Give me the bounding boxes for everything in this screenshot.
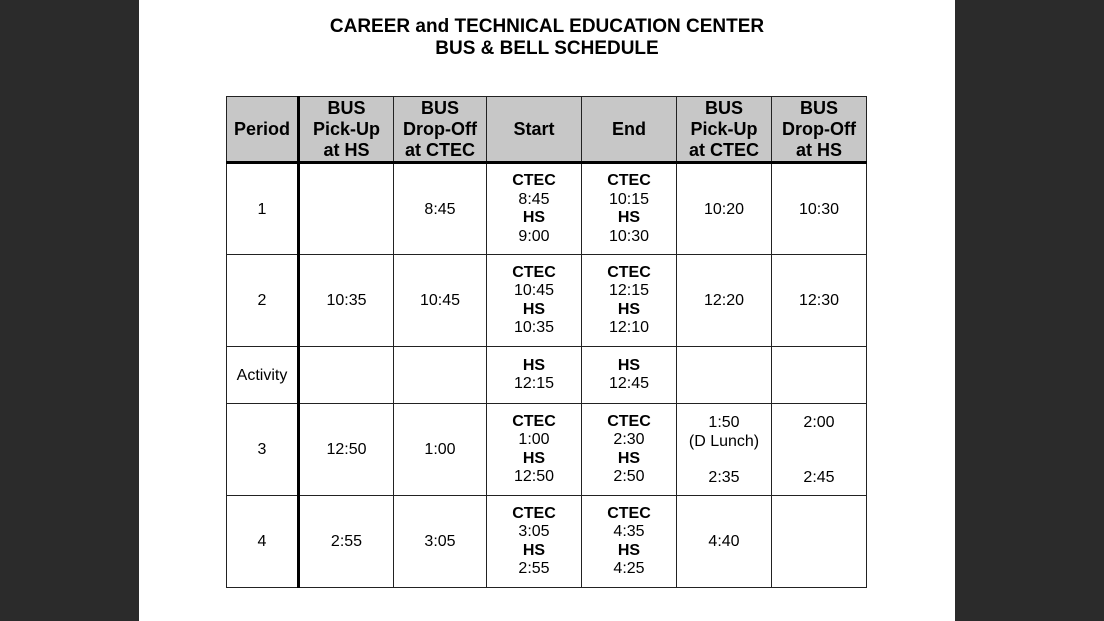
header-period: Period [227, 97, 299, 163]
document-subtitle: BUS & BELL SCHEDULE [435, 38, 659, 59]
pickup-hs-cell: 2:55 [299, 496, 394, 588]
table-row [227, 347, 867, 404]
schedule-table [226, 96, 867, 588]
period-cell: 2 [227, 255, 299, 347]
dropoff-hs-cell: 12:30 [772, 255, 867, 347]
pickup-hs-cell [299, 163, 394, 255]
dropoff-ctec-cell: 10:45 [394, 255, 487, 347]
pickup-hs-cell [299, 347, 394, 404]
header-end: End [582, 97, 677, 163]
header-row [227, 97, 867, 163]
dropoff-ctec-cell: 8:45 [394, 163, 487, 255]
dropoff-hs-cell [772, 347, 867, 404]
header-bus-pickup-ctec: BUS Pick-Up at CTEC [677, 97, 772, 163]
pickup-ctec-cell: 4:40 [677, 496, 772, 588]
pickup-ctec-cell: 10:20 [677, 163, 772, 255]
dropoff-ctec-cell [394, 347, 487, 404]
dropoff-ctec-cell: 3:05 [394, 496, 487, 588]
end-cell: CTEC 10:15 HS 10:30 [582, 163, 677, 255]
table-row [227, 255, 867, 347]
header-bus-pickup-hs: BUS Pick-Up at HS [299, 97, 394, 163]
start-cell: HS 12:15 [487, 347, 582, 404]
header-bus-dropoff-ctec: BUS Drop-Off at CTEC [394, 97, 487, 163]
period-cell: 1 [227, 163, 299, 255]
pickup-hs-cell: 12:50 [299, 404, 394, 496]
end-cell: CTEC 2:30 HS 2:50 [582, 404, 677, 496]
header-start: Start [487, 97, 582, 163]
pickup-hs-cell: 10:35 [299, 255, 394, 347]
header-bus-dropoff-hs: BUS Drop-Off at HS [772, 97, 867, 163]
period-cell: 3 [227, 404, 299, 496]
start-cell: CTEC 1:00 HS 12:50 [487, 404, 582, 496]
end-cell: CTEC 4:35 HS 4:25 [582, 496, 677, 588]
dropoff-hs-cell [772, 496, 867, 588]
start-cell: CTEC 10:45 HS 10:35 [487, 255, 582, 347]
pickup-ctec-cell: 12:20 [677, 255, 772, 347]
document-page [139, 0, 955, 621]
dropoff-ctec-cell: 1:00 [394, 404, 487, 496]
period-cell: Activity [227, 347, 299, 404]
document-title: CAREER and TECHNICAL EDUCATION CENTER [329, 16, 765, 37]
end-cell: HS 12:45 [582, 347, 677, 404]
period-cell: 4 [227, 496, 299, 588]
pickup-ctec-cell: 1:50 (D Lunch) 2:35 [677, 404, 772, 496]
table-row [227, 496, 867, 588]
table-row [227, 404, 867, 496]
table-row [227, 163, 867, 255]
dropoff-hs-cell: 2:00 2:45 [772, 404, 867, 496]
dropoff-hs-cell: 10:30 [772, 163, 867, 255]
end-cell: CTEC 12:15 HS 12:10 [582, 255, 677, 347]
pickup-ctec-cell [677, 347, 772, 404]
start-cell: CTEC 3:05 HS 2:55 [487, 496, 582, 588]
start-cell: CTEC 8:45 HS 9:00 [487, 163, 582, 255]
